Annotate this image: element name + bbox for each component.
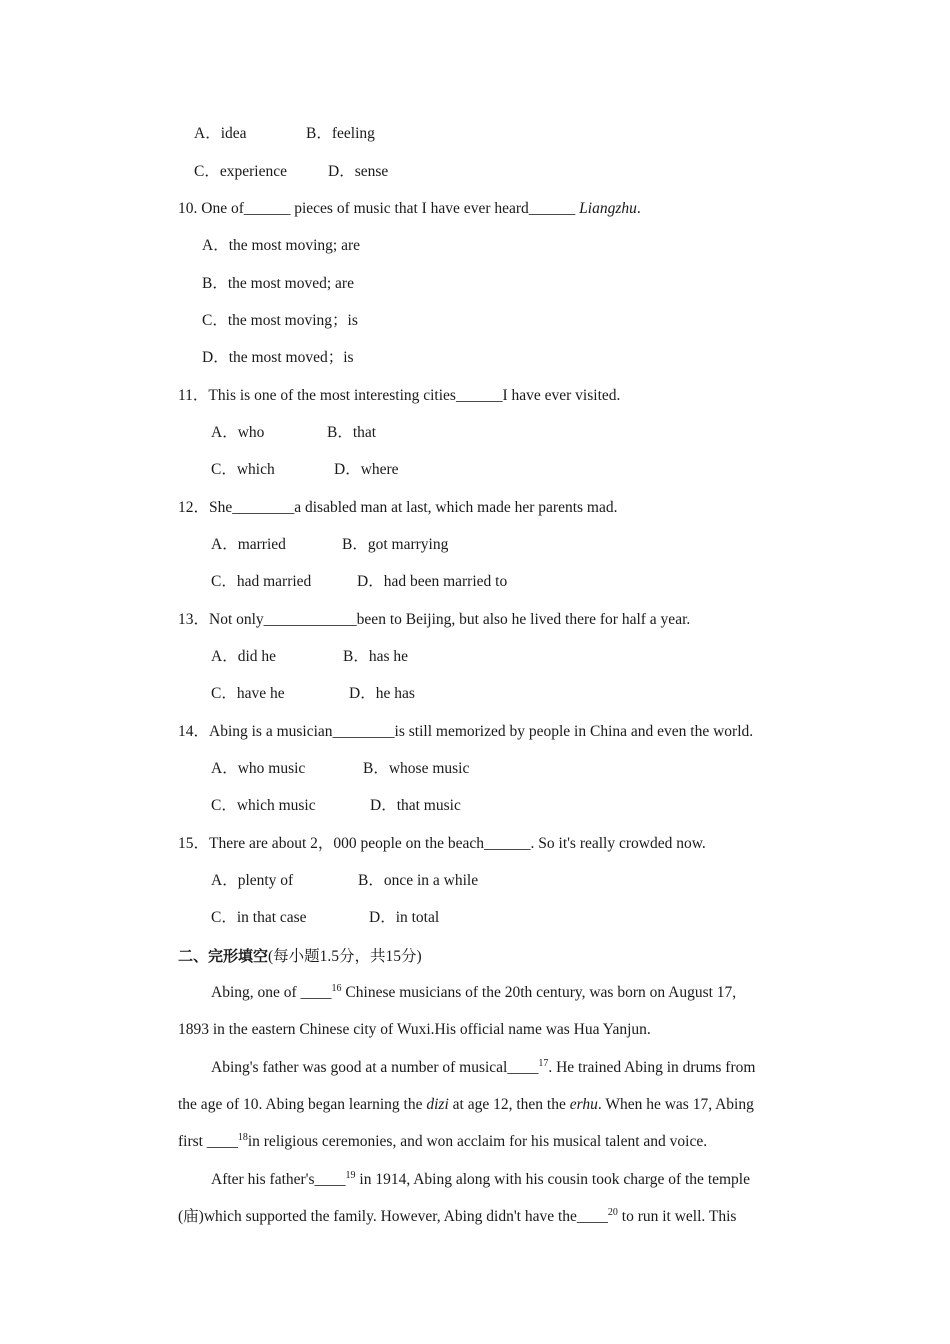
passage-p3-line2 [178,1207,736,1227]
passage-p2-line3 [178,1132,707,1152]
q9-options-row2 [194,162,388,182]
q9-option-b[interactable]: B．feeling [306,125,375,142]
q14-stem: 14．Abing is a musician________is still memorized by people in China and even the world. [178,723,754,740]
q15-options-row2 [211,908,439,928]
passage-text: to run it well. This [617,1208,737,1225]
q13-options-row1 [211,647,408,667]
passage-text: (庙)which supported the family. However, Abing didn't have the____ [178,1208,608,1225]
q13-stem: 13．Not only____________been to Beijing, but also he lived there for half a year. [178,611,691,628]
q10-option-a[interactable]: A．the most moving; are [202,237,360,254]
q13-option-a[interactable]: A．did he [211,648,277,665]
q12-options-row1 [211,535,448,555]
q11-option-a[interactable]: A．who [211,424,265,441]
section-heading [178,946,422,967]
passage-text: Abing's father was good at a number of musical____ [211,1059,539,1076]
q14-option-a[interactable]: A．who music [211,760,306,777]
q11-options-row2 [211,460,399,480]
q10-option-d[interactable]: D．the most moved；is [202,349,354,366]
passage-text: Abing, one of ____ [211,984,332,1001]
passage-text: . He trained Abing in drums from [548,1059,756,1076]
q15-option-c[interactable]: C．in that case [211,909,307,926]
q12-option-a[interactable]: A．married [211,536,286,553]
q14-option-b[interactable]: B．whose music [363,760,470,777]
q10-option-c[interactable]: C．the most moving；is [202,312,358,329]
q12-option-b[interactable]: B．got marrying [342,536,449,553]
passage-text: Chinese musicians of the 20th century, was born on August 17, [341,984,737,1001]
passage-p1-line2: 1893 in the eastern Chinese city of Wuxi.His official name was Hua Yanjun. [178,1021,651,1038]
q13-options-row2 [211,684,415,704]
q14-option-c[interactable]: C．which music [211,797,316,814]
q14-options-row1 [211,759,469,779]
q13-option-c[interactable]: C．have he [211,685,285,702]
blank-number-19: 19 [345,1170,356,1181]
q11-stem: 11．This is one of the most interesting cities______I have ever visited. [178,387,621,404]
passage-p3-line1 [211,1170,750,1190]
q15-option-d[interactable]: D．in total [369,909,440,926]
q10-stem [178,199,641,219]
blank-number-18: 18 [237,1132,248,1143]
passage-p2-line2 [178,1095,754,1115]
passage-text: first ____ [178,1133,238,1150]
instrument-erhu: erhu [569,1096,598,1113]
q15-option-a[interactable]: A．plenty of [211,872,294,889]
passage-p2-line1 [211,1058,755,1078]
q12-options-row2 [211,572,507,592]
blank-number-16: 16 [331,983,342,994]
q11-option-b[interactable]: B．that [327,424,377,441]
q11-option-c[interactable]: C．which [211,461,275,478]
passage-text: the age of 10. Abing began learning the [178,1096,427,1113]
passage-text: in 1914, Abing along with his cousin took charge of the temple [355,1171,750,1188]
section-note: (每小题1.5分，共15分) [268,948,422,965]
q9-options-row1 [194,124,375,144]
q13-option-d[interactable]: D．he has [349,685,415,702]
q12-option-d[interactable]: D．had been married to [357,573,508,590]
q13-option-b[interactable]: B．has he [343,648,409,665]
q15-options-row1 [211,871,478,891]
q11-option-d[interactable]: D．where [334,461,399,478]
q10-text-italic: Liangzhu [579,200,637,217]
q10-text-after: . [636,200,641,217]
passage-text: . When he was 17, Abing [597,1096,754,1113]
passage-text: at age 12, then the [448,1096,570,1113]
section-title: 二、完形填空 [178,947,269,965]
q15-option-b[interactable]: B．once in a while [358,872,479,889]
q11-options-row1 [211,423,376,443]
instrument-dizi: dizi [426,1096,449,1113]
passage-text: in religious ceremonies, and won acclaim for his musical talent and voice. [247,1133,708,1150]
q9-option-d[interactable]: D．sense [328,163,389,180]
q14-options-row2 [211,796,461,816]
q10-text-before: 10. One of______ pieces of music that I have ever heard______ [178,200,580,217]
q10-option-b[interactable]: B．the most moved; are [202,275,354,292]
q12-stem: 12．She________a disabled man at last, which made her parents mad. [178,499,618,516]
passage-text: After his father's____ [211,1171,346,1188]
q12-option-c[interactable]: C．had married [211,573,312,590]
q14-option-d[interactable]: D．that music [370,797,461,814]
q15-stem: 15．There are about 2，000 people on the beach______. So it's really crowded now. [178,835,706,852]
passage-p1-line1 [211,983,736,1003]
blank-number-17: 17 [538,1058,549,1069]
q9-option-a[interactable]: A．idea [194,125,247,142]
q9-option-c[interactable]: C．experience [194,163,287,180]
blank-number-20: 20 [607,1207,618,1218]
